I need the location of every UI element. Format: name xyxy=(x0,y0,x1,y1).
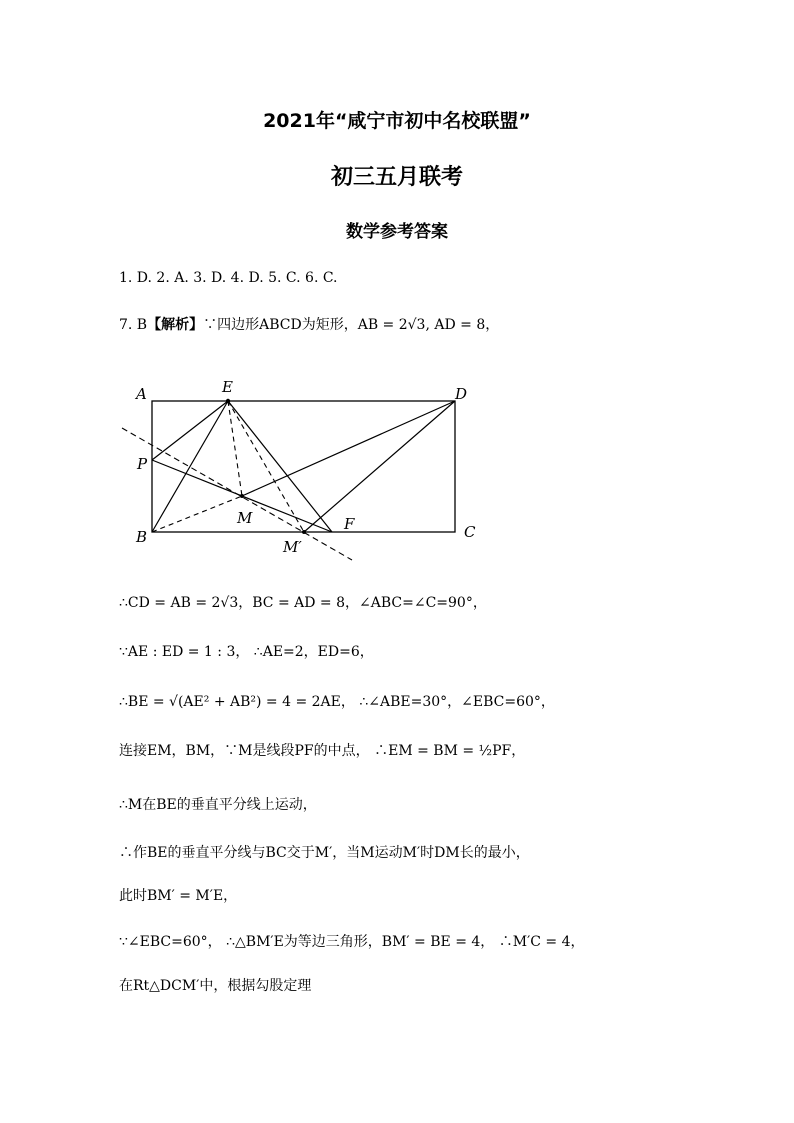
perpendicular-bisector-line xyxy=(122,428,352,560)
label-f: F xyxy=(344,515,355,533)
point-m xyxy=(240,494,244,498)
label-c: C xyxy=(464,523,476,541)
point-e xyxy=(226,399,230,403)
point-m-prime xyxy=(302,530,306,534)
title-line-2: 初三五月联考 xyxy=(330,165,463,190)
geometry-figure xyxy=(110,378,476,568)
answer-7-prefix: 7. B xyxy=(119,317,148,333)
label-e: E xyxy=(222,378,233,396)
answers-line-2 xyxy=(119,315,499,335)
answer-7-tag: 【解析】 xyxy=(147,317,204,333)
title-line-3: 数学参考答案 xyxy=(346,222,448,242)
solution-line-8: ∵∠EBC=60°， ∴△BM′E为等边三角形，BM′ = BE = 4， ∴M′C = 4， xyxy=(119,934,585,950)
solution-line-9: 在Rt△DCM′中，根据勾股定理 xyxy=(119,978,312,994)
solution-line-4: 连接EM，BM，∵M是线段PF的中点， ∴EM = BM = ½PF， xyxy=(119,743,526,759)
solution-line-5: ∴M在BE的垂直平分线上运动， xyxy=(119,797,317,813)
solution-line-3: ∴BE = √(AE² + AB²) = 4 = 2AE， ∴∠ABE=30°，∠EBC=60°， xyxy=(119,694,555,710)
label-p: P xyxy=(137,455,148,473)
label-b: B xyxy=(136,528,148,546)
segment-eb xyxy=(152,401,228,532)
label-m: M xyxy=(237,509,253,527)
solution-line-7: 此时BM′ = M′E， xyxy=(119,888,238,904)
label-a: A xyxy=(136,385,147,403)
answer-7-text: ∵四边形ABCD为矩形，AB = 2√3, AD = 8， xyxy=(203,317,500,333)
solution-line-1: ∴CD = AB = 2√3，BC = AD = 8，∠ABC=∠C=90°， xyxy=(119,595,487,611)
segment-dm-prime xyxy=(304,401,455,532)
title-line-1: 2021年“咸宁市初中名校联盟” xyxy=(263,110,531,132)
segment-bm-dashed xyxy=(152,496,242,532)
solution-line-6: ∴作BE的垂直平分线与BC交于M′，当M运动M′时DM长的最小， xyxy=(119,845,530,861)
label-m-prime: M′ xyxy=(283,538,302,556)
label-d: D xyxy=(455,385,468,403)
solution-line-2: ∵AE : ED = 1 : 3， ∴AE=2，ED=6， xyxy=(119,644,374,660)
segment-dm xyxy=(242,401,455,496)
segment-ep xyxy=(152,401,228,460)
answers-line-1: 1. D. 2. A. 3. D. 4. D. 5. C. 6. C. xyxy=(119,270,338,286)
